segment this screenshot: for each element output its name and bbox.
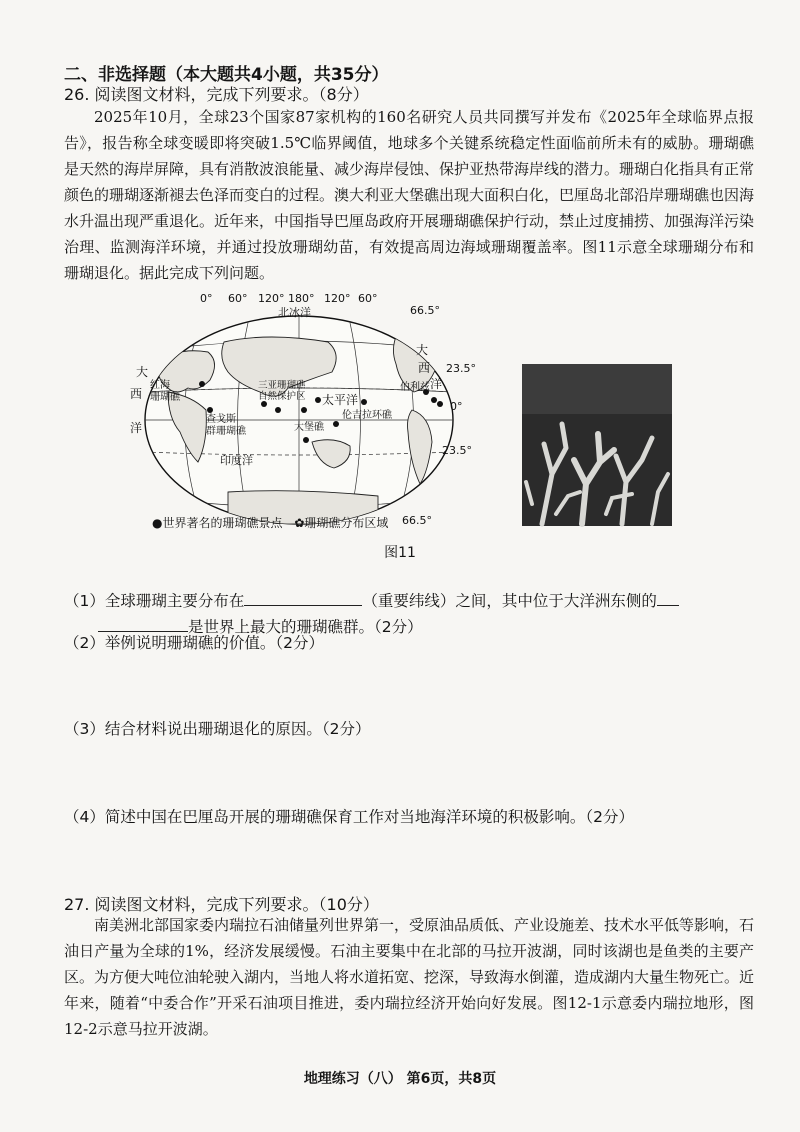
lon-label-0: 0° [200, 292, 213, 305]
atlantic-left-3: 洋 [130, 421, 143, 435]
lat-label-tropic-cancer: 23.5° [446, 362, 476, 375]
atlantic-left-1: 大 [136, 365, 149, 379]
lat-label-tropic-capricorn: 23.5° [442, 444, 472, 457]
lon-label-2: 120° [258, 292, 285, 305]
sub1-text-b: （重要纬线）之间，其中位于大洋洲东侧的 [362, 592, 657, 610]
map-legend [152, 514, 388, 531]
question-27-material: 南美洲北部国家委内瑞拉石油储量列世界第一，受原油品质低、产业设施差、技术水平低等影响，石油日产量为全球的1%，经济发展缓慢。石油主要集中在北部的马拉开波湖，同时该湖也是鱼类的主要产区。为方便大吨位油轮驶入湖内，当地人将水道拓宽、挖深，导致海水倒灌，造成湖内大量生物死亡。近年来，随着“中委合作”开采石油项目推进，委内瑞拉经济开始向好发展。图12-1示意委内瑞拉地形，图12-2示意马拉开波湖。 [64, 916, 755, 1038]
atlantic-left-2: 西 [130, 387, 143, 401]
page-footer: 地理练习（八） 第6页，共8页 [303, 1071, 497, 1087]
legend-reef-spot: 世界著名的珊瑚礁景点 [162, 516, 283, 530]
atlantic-right-1: 大 [416, 343, 429, 357]
indian-ocean-label: 印度洋 [220, 454, 253, 467]
lon-label-5: 60° [358, 292, 378, 305]
lat-label-equator: 0° [450, 400, 463, 413]
bleached-coral-photo [522, 364, 672, 526]
figure-11-caption: 图11 [384, 545, 416, 561]
red-sea-label-1: 红海 [150, 380, 170, 391]
chagos-label-1: 查戈斯 [206, 414, 236, 425]
sub-question-2: （2）举例说明珊瑚礁的价值。（2分） [64, 634, 324, 652]
atlantic-right-3: 洋 [430, 377, 443, 391]
lat-label-north-polar: 66.5° [410, 304, 440, 317]
sub1-text-c: 是世界上最大的珊瑚礁群。（2分） [188, 618, 423, 636]
belize-label: 伯利兹 [400, 382, 430, 393]
great-barrier-reef-label: 大堡礁 [294, 422, 324, 433]
lat-label-south-polar: 66.5° [402, 514, 432, 527]
lon-label-3: 180° [288, 292, 315, 305]
rangiroa-label: 伦吉拉环礁 [342, 410, 392, 421]
lon-label-1: 60° [228, 292, 248, 305]
answer-blank-2a[interactable] [657, 589, 679, 606]
sub-question-3: （3）结合材料说出珊瑚退化的原因。（2分） [64, 720, 371, 738]
chagos-label-2: 群珊瑚礁 [206, 426, 246, 437]
question-27-title: 27. 阅读图文材料，完成下列要求。（10分） [64, 895, 379, 914]
answer-blank-1[interactable] [244, 589, 362, 606]
lon-label-4: 120° [324, 292, 351, 305]
question-26-title: 26. 阅读图文材料，完成下列要求。（8分） [64, 85, 369, 104]
arctic-ocean-label: 北冰洋 [278, 306, 311, 319]
sanya-label-2: 自然保护区 [258, 391, 306, 402]
sub-question-4: （4）简述中国在巴厘岛开展的珊瑚礁保育工作对当地海洋环境的积极影响。（2分） [64, 808, 634, 826]
pacific-ocean-label: 太平洋 [322, 393, 359, 407]
question-26-material: 2025年10月，全球23个国家87家机构的160名研究人员共同撰写并发布《2025年全球临界点报告》，报告称全球变暖即将突破1.5℃临界阈值，地球多个关键系统稳定性面临前所未有的威胁。珊瑚礁是天然的海岸屏障，具有消散波浪能量、减少海岸侵蚀、保护亚热带海岸线的潜力。珊瑚白化指具有正常颜色的珊瑚逐渐褪去色泽而变白的过程。澳大利亚大堡礁出现大面积白化，巴厘岛北部沿岸珊瑚礁也因海水升温出现严重退化。近年来，中国指导巴厘岛政府开展珊瑚礁保护行动，禁止过度捕捞、加强海洋污染治理、监测海洋环境，并通过投放珊瑚幼苗，有效提高周边海域珊瑚覆盖率。图11示意全球珊瑚分布和珊瑚退化。据此完成下列问题。 [64, 108, 755, 282]
sanya-label-1: 三亚珊瑚礁 [258, 380, 306, 391]
section-title: 二、非选择题（本大题共4小题，共35分） [64, 65, 389, 85]
sub1-text-a: （1）全球珊瑚主要分布在 [64, 592, 245, 610]
world-coral-map [128, 292, 476, 528]
legend-dot-icon: ● [152, 516, 163, 530]
atlantic-right-2: 西 [418, 361, 431, 375]
legend-coral-icon: ✿ [294, 516, 305, 530]
red-sea-label-2: 珊瑚礁 [150, 392, 180, 403]
legend-reef-area: 珊瑚礁分布区域 [304, 516, 389, 530]
